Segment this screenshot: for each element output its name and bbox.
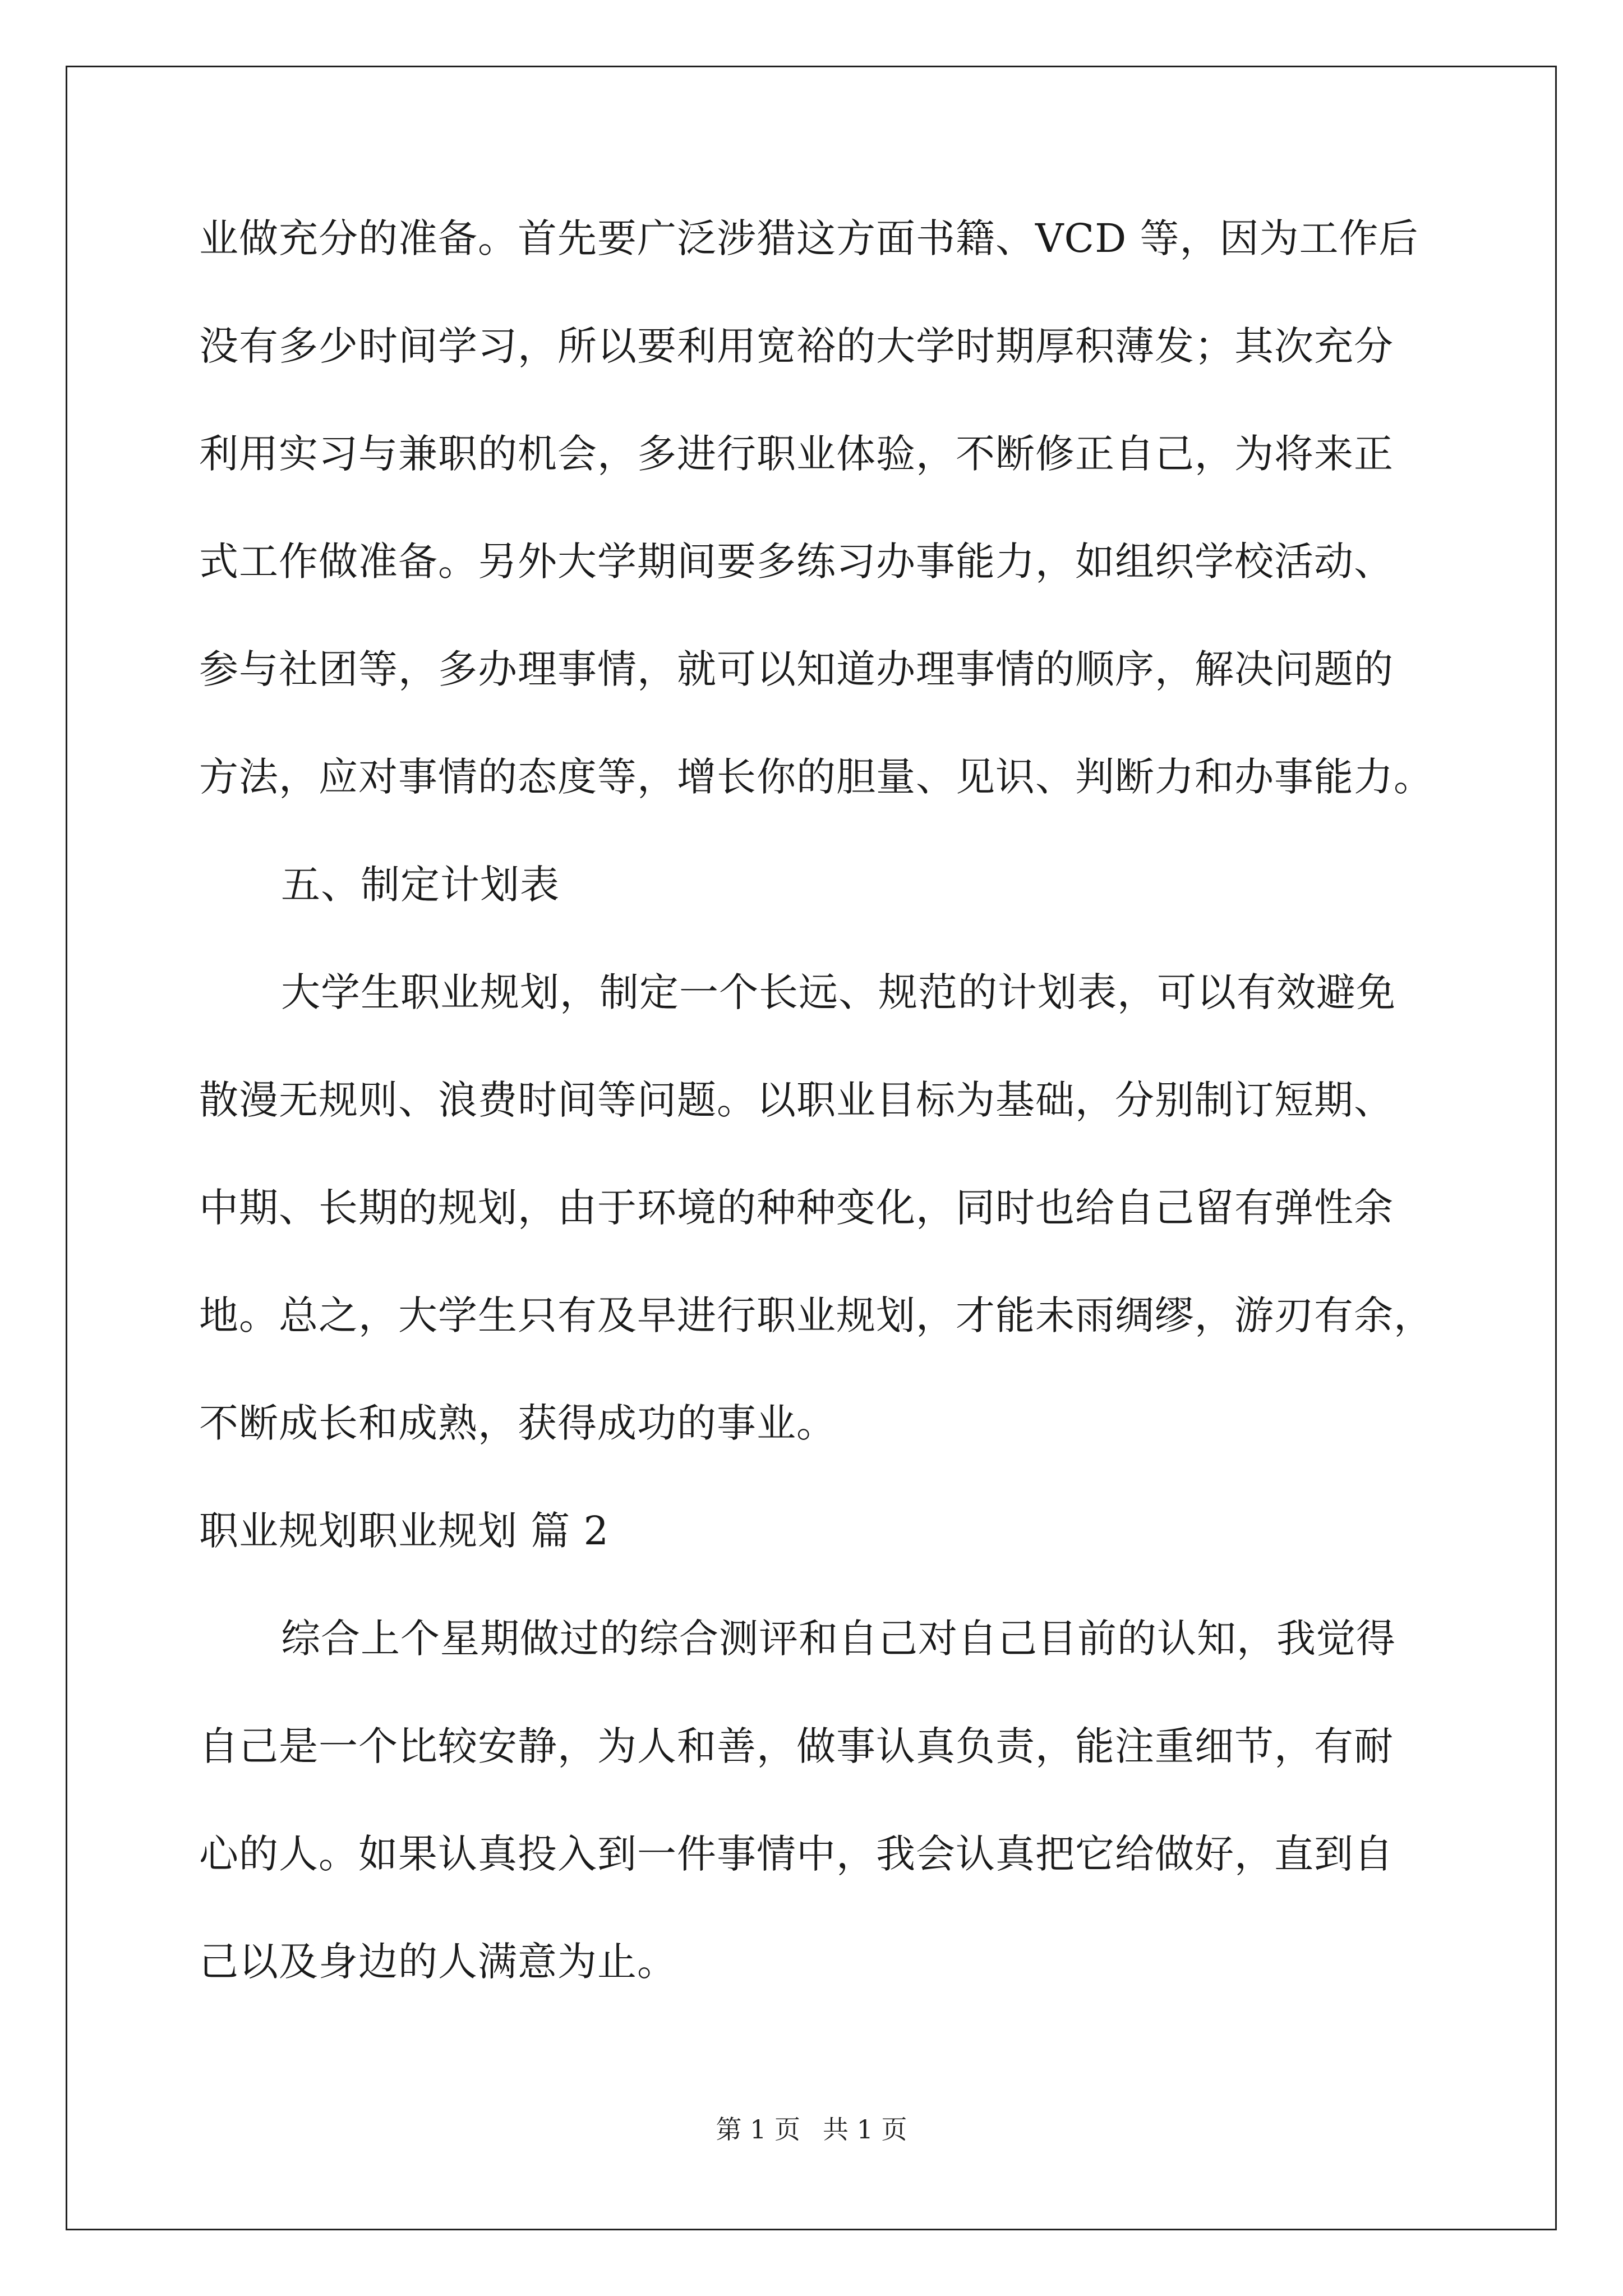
text-line-15: 自己是一个比较安静，为人和善，做事认真负责，能注重细节，有耐 [199,1723,1394,1769]
text-line-16: 心的人。如果认真投入到一件事情中，我会认真把它给做好，直到自 [199,1831,1394,1877]
page-footer [0,2109,1623,2146]
page-number: 第 1 页 [716,2114,800,2145]
text-line-14: 综合上个星期做过的综合测评和自己对自己目前的认知，我觉得 [281,1616,1396,1662]
text-line-4: 式工作做准备。另外大学期间要多练习办事能力，如组织学校活动、 [199,539,1394,585]
text-line-10: 中期、长期的规划，由于环境的种种变化，同时也给自己留有弹性余 [199,1185,1394,1231]
text-line-12: 不断成长和成熟，获得成功的事业。 [199,1400,836,1446]
page-total: 共 1 页 [823,2114,907,2145]
article-title: 职业规划职业规划 篇 2 [199,1508,610,1554]
text-line-6: 方法，应对事情的态度等，增长你的胆量、见识、判断力和办事能力。 [199,754,1433,800]
section-heading: 五、制定计划表 [281,862,560,908]
text-line-17: 己以及身边的人满意为止。 [199,1939,677,1985]
document-body [199,210,1433,2041]
text-line-8: 大学生职业规划，制定一个长远、规范的计划表，可以有效避免 [281,969,1396,1015]
text-line-2: 没有多少时间学习，所以要利用宽裕的大学时期厚积薄发；其次充分 [199,323,1394,369]
text-line-11: 地。总之，大学生只有及早进行职业规划，才能未雨绸缪，游刃有余， [199,1292,1433,1338]
text-line-9: 散漫无规则、浪费时间等问题。以职业目标为基础，分别制订短期、 [199,1077,1394,1123]
text-line-5: 参与社团等，多办理事情，就可以知道办理事情的顺序，解决问题的 [199,646,1394,692]
text-line-3: 利用实习与兼职的机会，多进行职业体验，不断修正自己，为将来正 [199,431,1394,477]
text-line-1: 业做充分的准备。首先要广泛涉猎这方面书籍、VCD 等，因为工作后 [199,215,1419,261]
